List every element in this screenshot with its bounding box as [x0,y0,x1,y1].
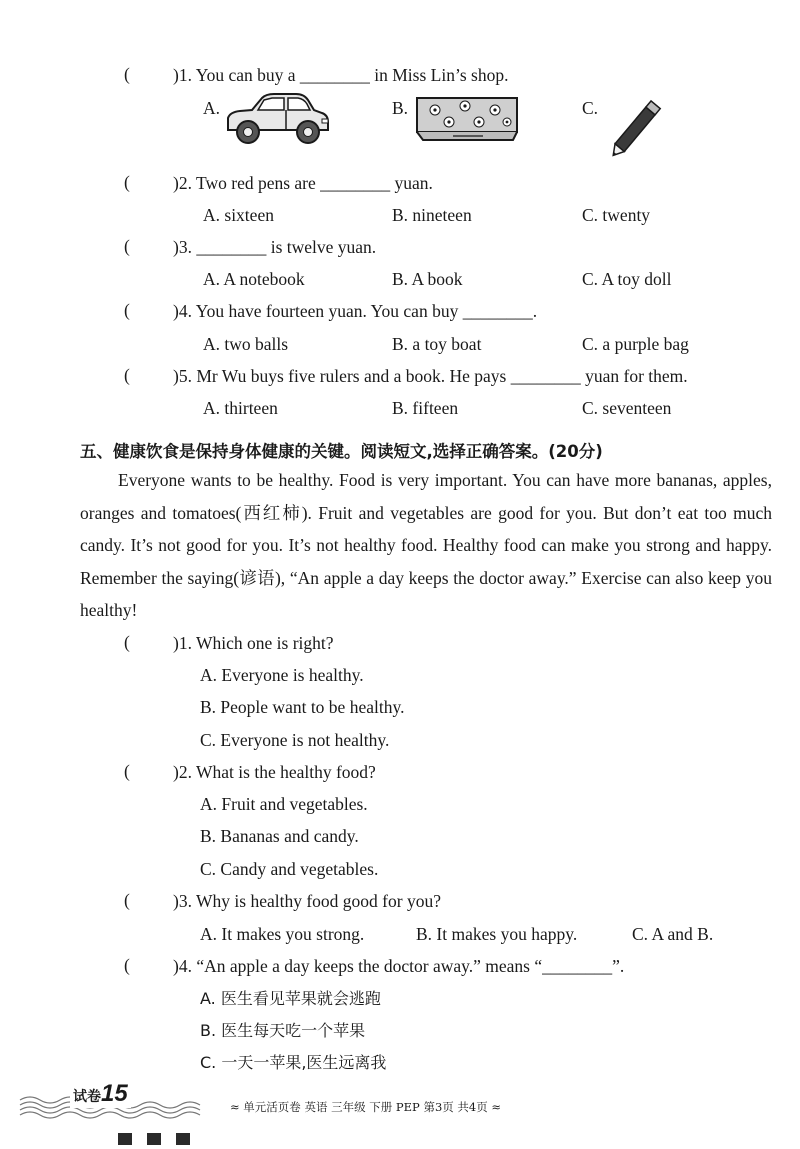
pencil-picture [600,92,674,162]
question-number: )2. [173,762,192,782]
section-heading: 五、健康饮食是保持身体健康的关键。阅读短文,选择正确答案。(20分) [80,442,603,461]
passage-paragraph: Everyone wants to be healthy. Food is very important. You can have more bananas, apples, oranges and tomatoes(西红柿). Fruit and vegetables are good for you. But don’t eat too much candy. It’s not good for you. It’s not healthy food. Healthy food can make you strong and happy. Remember the saying(谚语), “An apple a day keeps the doctor away.” Exercise can also keep you healthy! [80,470,772,621]
option-a: A. sixteen [203,205,274,225]
question-stem: You can buy a ________ in Miss Lin’s shop. [195,65,509,85]
option-text: C. 一天一苹果,医生远离我 [200,1053,387,1072]
option-a: A. A notebook [203,269,305,289]
option-b: B. a toy boat [392,334,482,354]
option-b: B. A book [392,269,463,289]
answer-bracket[interactable]: ( [124,955,130,975]
question-stem: Which one is right? [196,633,334,653]
question-stem: What is the healthy food? [196,762,376,782]
question-2 [173,761,376,783]
footer-block [176,1133,190,1145]
paper-number: 15 [101,1080,128,1107]
question-number: )4. [173,301,192,321]
footer-block [118,1133,132,1145]
option-c: C. seventeen [582,398,672,418]
question-number: )4. [173,956,192,976]
option-a: A. two balls [203,334,289,354]
option-c: C. A toy doll [582,269,672,289]
question-number: )1. [173,65,192,85]
option-c: C. Candy and vegetables. [200,859,379,879]
option-b: B. People want to be healthy. [200,697,405,717]
answer-bracket[interactable]: ( [124,64,130,84]
answer-bracket[interactable]: ( [124,761,130,781]
paper-number-badge [70,1080,131,1108]
question-1 [173,64,508,86]
reading-passage [80,464,772,627]
answer-bracket[interactable]: ( [124,632,130,652]
option-a: A. Fruit and vegetables. [200,794,368,814]
option-b: B. nineteen [392,205,472,225]
question-3 [173,236,376,258]
question-2 [173,172,433,194]
question-number: )1. [173,633,192,653]
pencil-box-picture [413,94,521,144]
question-stem: ________ is twelve yuan. [196,237,377,257]
option-a: A. thirteen [203,398,278,418]
option-a: A. It makes you strong. [200,924,365,944]
question-4 [173,300,537,322]
question-4 [173,955,624,977]
option-c [200,1051,386,1074]
question-stem: Mr Wu buys five rulers and a book. He pays ________ yuan for them. [196,366,688,386]
option-c: C. A and B. [632,924,714,944]
option-b-label: B. [392,98,409,118]
answer-bracket[interactable]: ( [124,300,130,320]
question-number: )5. [173,366,192,386]
footer-block [147,1133,161,1145]
option-b [200,1019,365,1042]
question-stem: Why is healthy food good for you? [196,891,441,911]
option-b: B. Bananas and candy. [200,826,359,846]
answer-bracket[interactable]: ( [124,172,130,192]
question-1 [173,632,334,654]
question-stem: You have fourteen yuan. You can buy ________. [195,301,538,321]
option-text: A. 医生看见苹果就会逃跑 [200,989,381,1008]
question-3 [173,890,441,912]
option-a: A. Everyone is healthy. [200,665,364,685]
answer-bracket[interactable]: ( [124,236,130,256]
answer-bracket[interactable]: ( [124,890,130,910]
option-c: C. twenty [582,205,651,225]
footer-meta: ≈ 单元活页卷 英语 三年级 下册 PEP 第3页 共4页 ≈ [230,1100,502,1114]
paper-label: 试卷 [73,1089,101,1105]
question-number: )3. [173,891,192,911]
option-c-label: C. [582,98,599,118]
car-picture [222,92,332,148]
question-number: )2. [173,173,192,193]
option-a [200,987,381,1010]
option-c: C. Everyone is not healthy. [200,730,390,750]
option-b: B. It makes you happy. [416,924,578,944]
option-c: C. a purple bag [582,334,689,354]
question-stem: Two red pens are ________ yuan. [196,173,433,193]
option-a-label: A. [203,98,221,118]
option-b: B. fifteen [392,398,459,418]
question-number: )3. [173,237,192,257]
question-5 [173,365,688,387]
option-text: B. 医生每天吃一个苹果 [200,1021,366,1040]
answer-bracket[interactable]: ( [124,365,130,385]
question-stem: “An apple a day keeps the doctor away.” means “________”. [196,956,625,976]
